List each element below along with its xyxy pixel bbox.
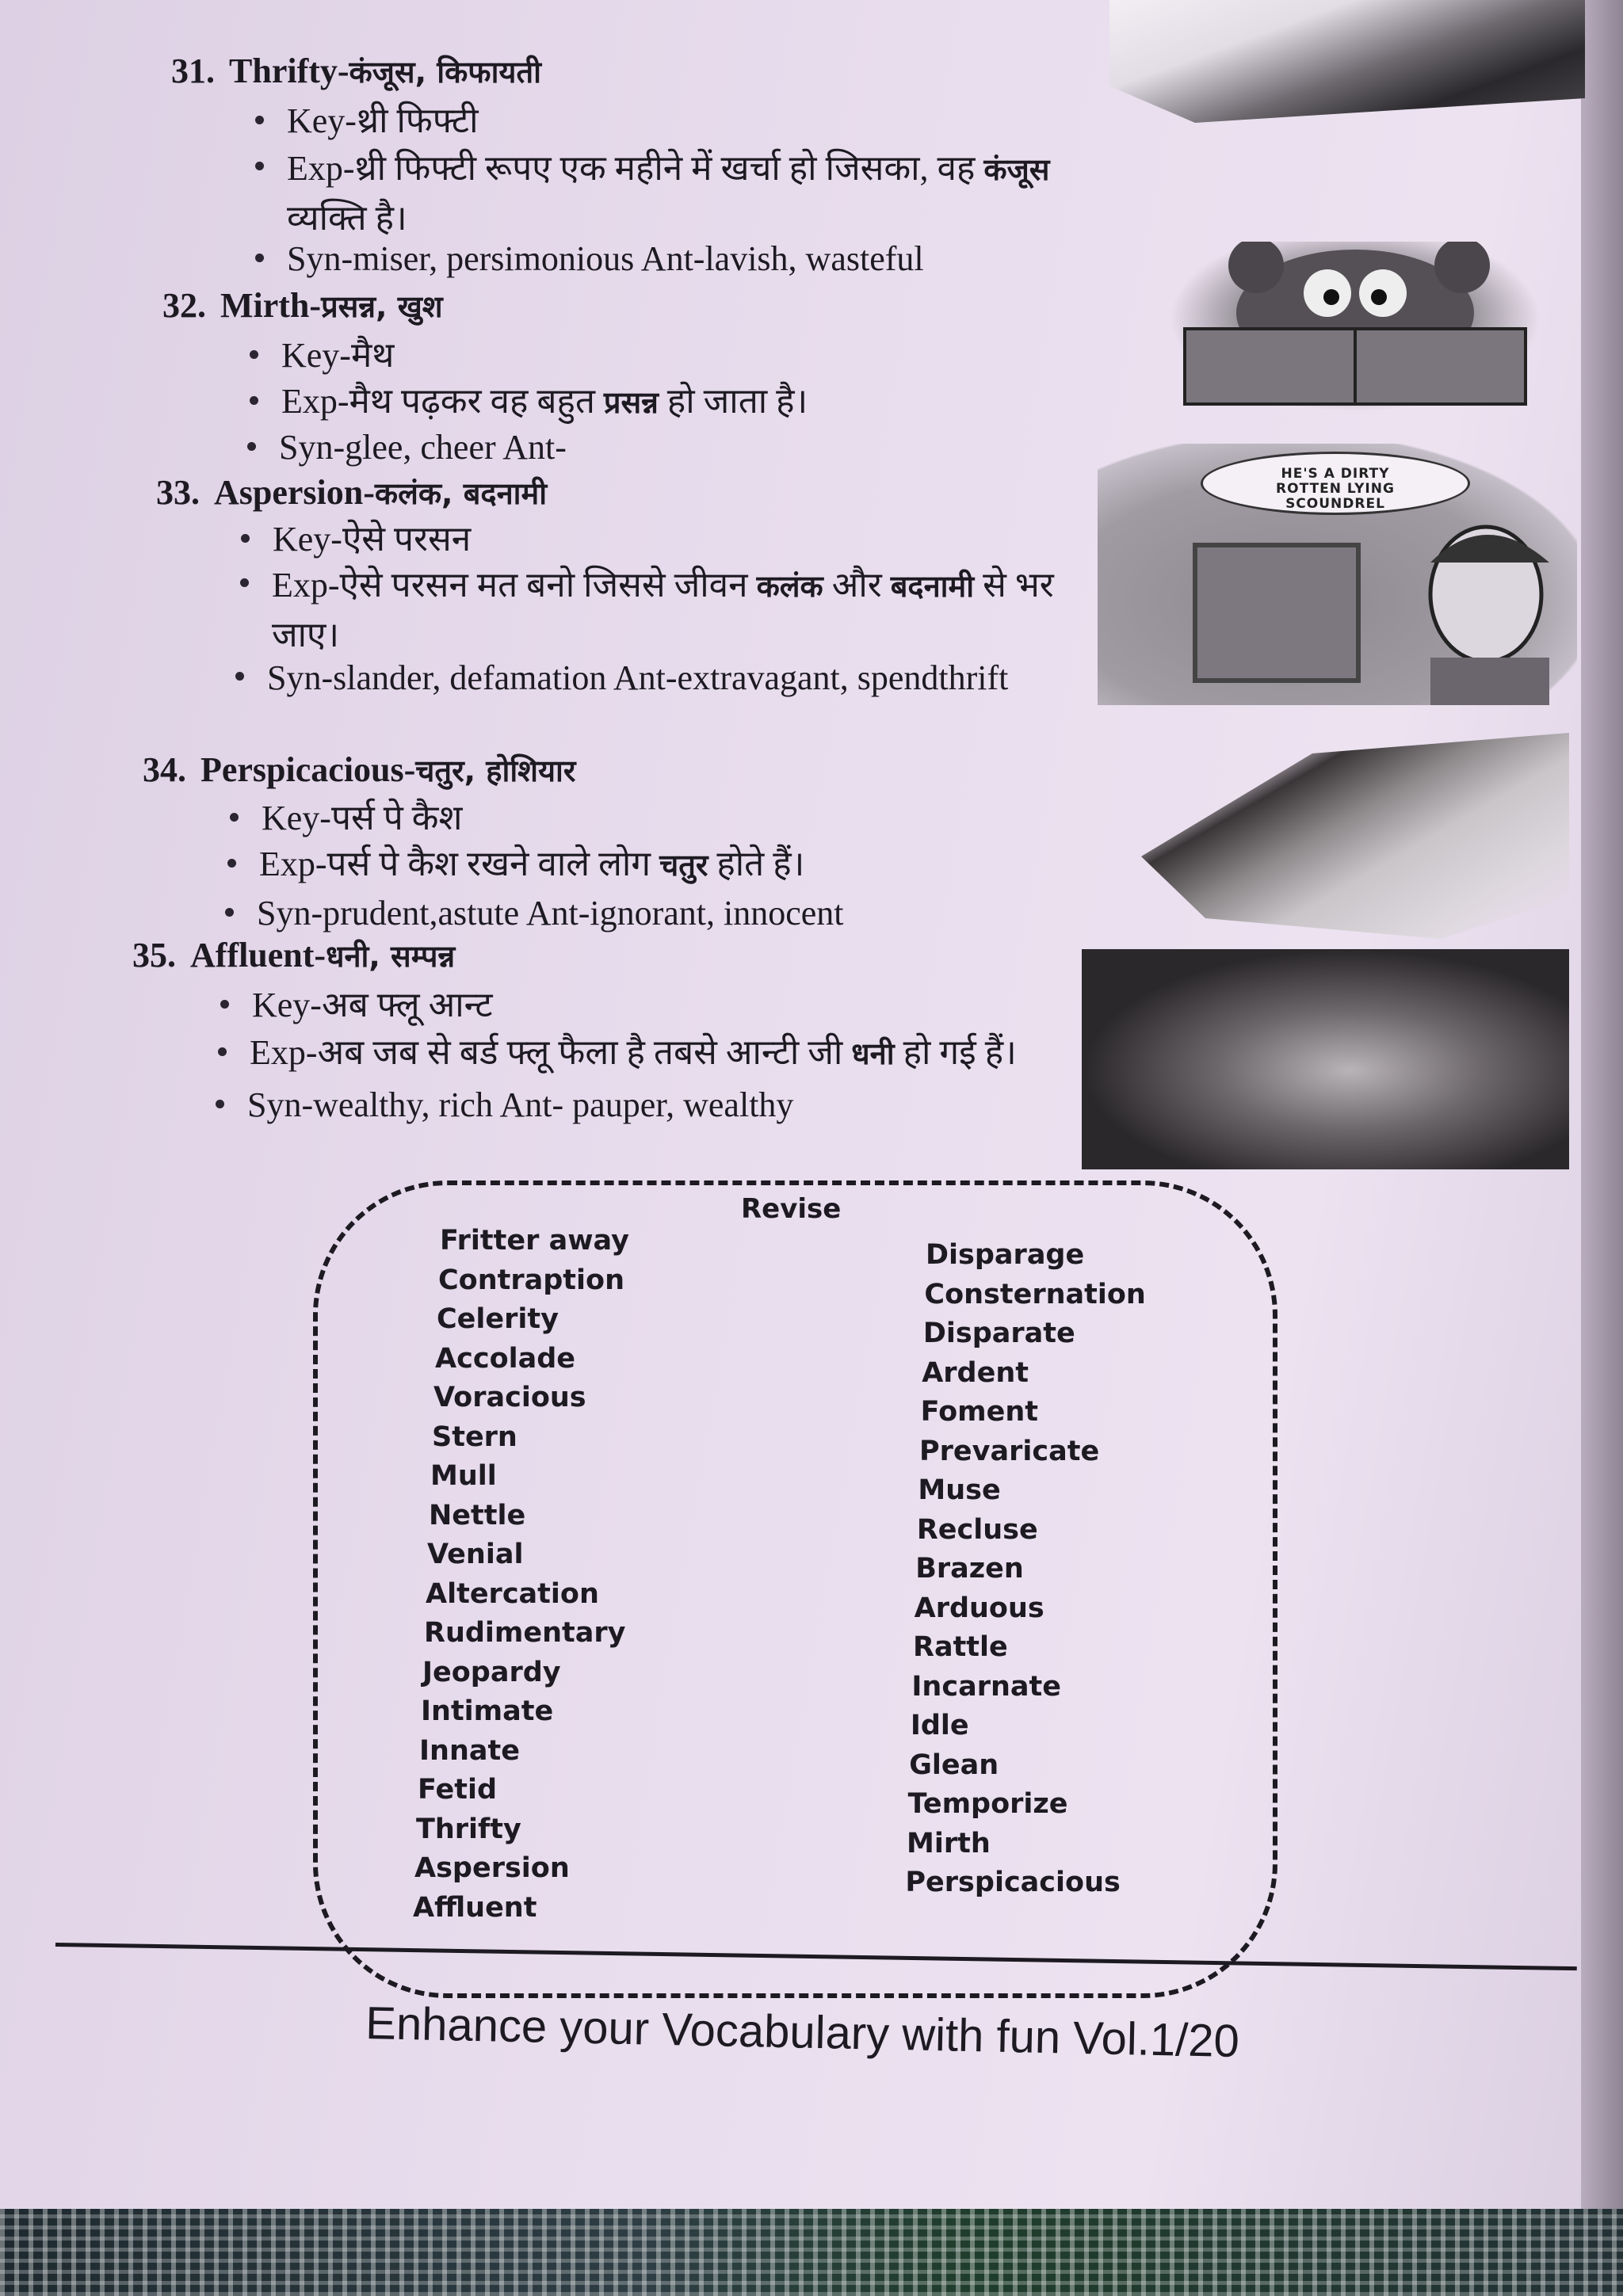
revise-word: Prevaricate <box>919 1435 1100 1467</box>
entry-31-exp: Exp-थ्री फिफ्टी रूपए एक महीने में खर्चा हो जिसका, वह कंजूस व्यक्ति है। <box>287 144 1079 243</box>
revise-word: Arduous <box>914 1592 1044 1624</box>
revise-word: Fetid <box>418 1774 498 1806</box>
revise-word: Recluse <box>916 1513 1038 1546</box>
page-edge <box>1581 0 1623 2210</box>
bear-icon <box>1169 242 1541 412</box>
revise-word: Temporize <box>907 1788 1068 1820</box>
revise-word: Muse <box>918 1474 1001 1506</box>
entry-35-syn: Syn-wealthy, rich Ant- pauper, wealthy <box>247 1082 1040 1128</box>
entry-33-syn: Syn-slander, defamation Ant-extravagant, spendthrift <box>267 654 1060 702</box>
entry-31-key: Key-थ्री फिफ्टी <box>287 98 1079 144</box>
revise-word: Perspicacious <box>905 1867 1121 1898</box>
entry-32-key: Key-मैथ <box>281 333 1074 379</box>
revise-word: Affluent <box>413 1891 537 1924</box>
bear-reading-image <box>1169 242 1541 412</box>
revise-word: Venial <box>427 1539 524 1570</box>
revise-word: Disparate <box>922 1318 1075 1349</box>
revise-word: Consternation <box>924 1278 1146 1310</box>
revise-right-list <box>905 1236 1146 1903</box>
revise-word: Idle <box>910 1710 969 1741</box>
revise-word: Brazen <box>915 1553 1024 1585</box>
revise-word: Intimate <box>421 1695 554 1727</box>
entry-34-exp: Exp-पर्स पे कैश रखने वाले लोग चतुर होते हैं। <box>259 841 1052 888</box>
entry-33-heading: 33. Aspersion-कलंक, बदनामी <box>156 473 548 512</box>
entry-32-syn: Syn-glee, cheer Ant- <box>279 425 1071 471</box>
entry-35-key: Key-अब फ्लू आन्ट <box>252 982 1044 1028</box>
scoundrel-cartoon-image <box>1098 444 1577 705</box>
entry-31-heading: 31. Thrifty-कंजूस, किफायती <box>171 51 541 90</box>
entry-34-key: Key-पर्स पे कैश <box>262 795 1054 841</box>
revise-word: Celerity <box>437 1303 559 1335</box>
revise-word: Contraption <box>438 1264 625 1296</box>
money-bundle-image <box>1109 0 1585 123</box>
revise-title: Revise <box>741 1193 842 1225</box>
revise-word: Glean <box>909 1749 999 1781</box>
entry-33-key: Key-ऐसे परसन <box>273 517 1065 563</box>
revise-word: Nettle <box>429 1499 526 1531</box>
entry-35-heading: 35. Affluent-धनी, सम्पन्न <box>132 936 456 974</box>
revise-word: Mirth <box>907 1827 991 1859</box>
revise-word: Jeopardy <box>422 1656 561 1688</box>
entry-33-exp: Exp-ऐसे परसन मत बनो जिससे जीवन कलंक और बदनामी से भर जाए। <box>272 561 1056 660</box>
revise-word: Innate <box>419 1734 520 1767</box>
entry-32-exp: Exp-मैथ पढ़कर वह बहुत प्रसन्न हो जाता है। <box>281 379 1074 425</box>
entry-31-syn: Syn-miser, persimonious Ant-lavish, wasteful <box>287 236 1079 282</box>
revise-word: Accolade <box>435 1342 576 1375</box>
entry-35-exp: Exp-अब जब से बर्ड फ्लू फैला है तबसे आन्टी जी धनी हो गई हैं। <box>250 1030 1074 1077</box>
revise-word: Disparage <box>926 1239 1085 1271</box>
background-cloth <box>0 2209 1623 2296</box>
revise-word: Voracious <box>433 1382 586 1413</box>
couple-photo-image <box>1082 949 1569 1169</box>
money-fan-image <box>1141 733 1569 939</box>
revise-word: Foment <box>920 1396 1039 1428</box>
entry-34-syn: Syn-prudent,astute Ant-ignorant, innocent <box>257 891 1049 936</box>
portrait-frame <box>1193 543 1361 683</box>
speech-bubble: HE'S A DIRTY ROTTEN LYING SCOUNDREL <box>1201 452 1470 515</box>
revise-left-list <box>413 1222 629 1928</box>
entry-34-heading: 34. Perspicacious-चतुर, होशियार <box>143 750 576 789</box>
revise-word: Stern <box>432 1421 517 1453</box>
entry-32-heading: 32. Mirth-प्रसन्न, खुश <box>162 286 443 325</box>
man-face-icon <box>1399 515 1573 705</box>
revise-word: Fritter away <box>440 1225 629 1257</box>
page-footer: Enhance your Vocabulary with fun Vol.1/20 <box>365 1997 1240 2068</box>
revise-word: Rudimentary <box>424 1617 626 1649</box>
revise-word: Thrifty <box>416 1813 521 1845</box>
revise-word: Altercation <box>426 1577 599 1610</box>
revise-word: Rattle <box>913 1631 1008 1663</box>
revise-word: Ardent <box>922 1356 1029 1389</box>
revise-word: Incarnate <box>911 1670 1061 1703</box>
revise-word: Mull <box>430 1460 497 1492</box>
revise-word: Aspersion <box>414 1852 570 1884</box>
